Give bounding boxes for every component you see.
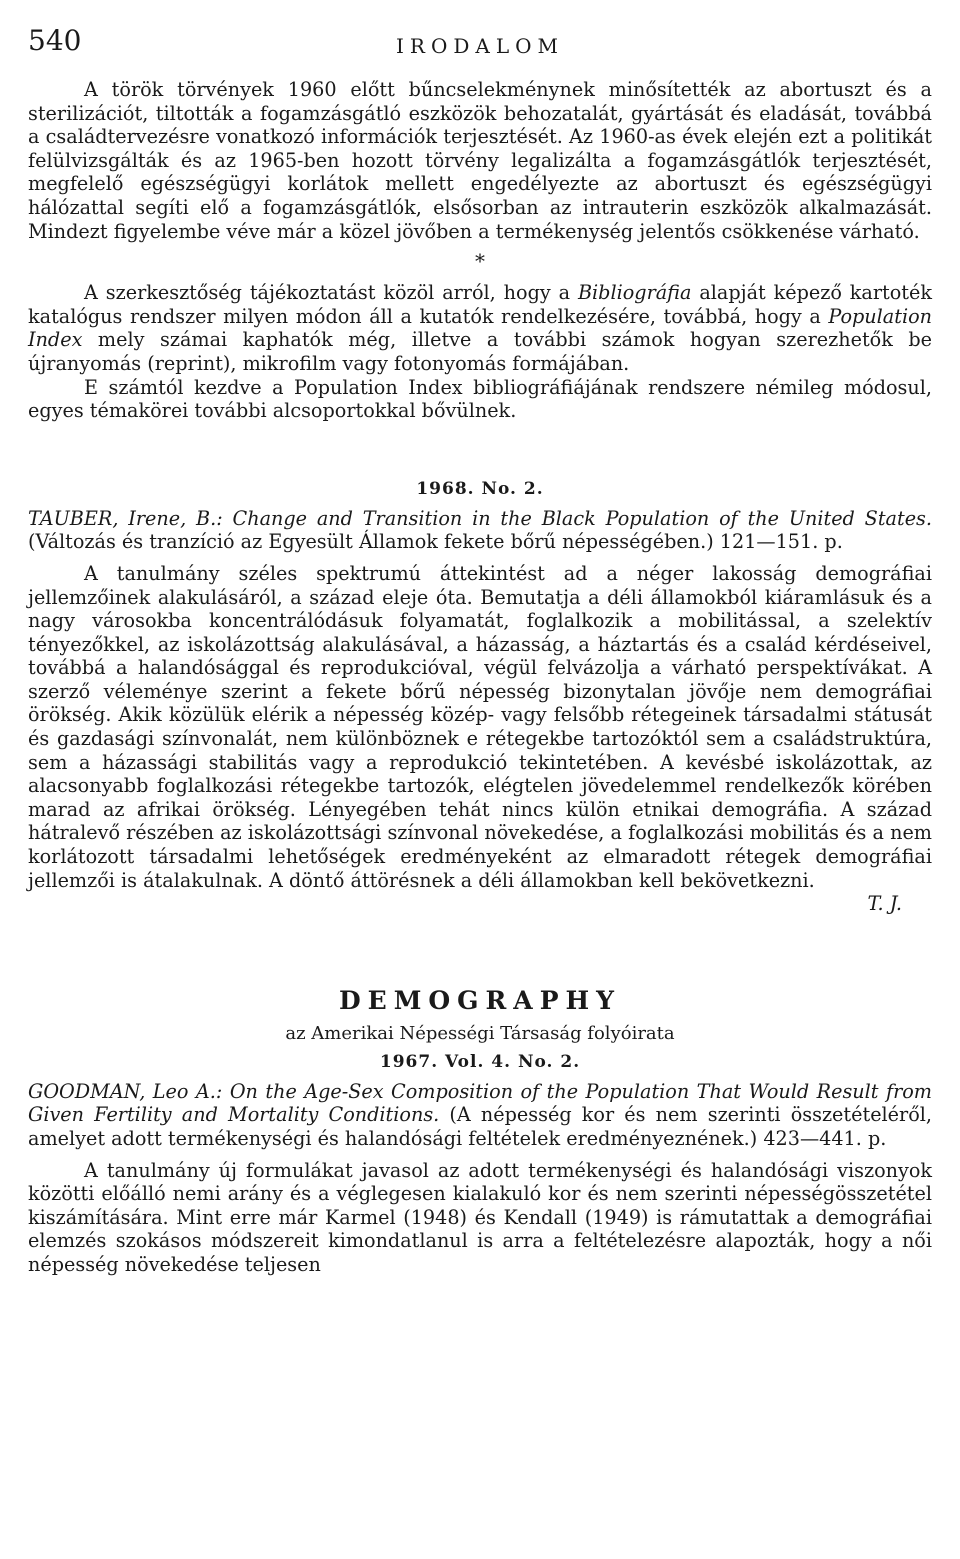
section-title-demography: DEMOGRAPHY <box>339 985 621 1015</box>
notice-italic-bibliografia: Bibliográfia <box>577 281 692 305</box>
paragraph-goodman-review: A tanulmány új formulákat javasol az adott termékenységi és halandósági viszonyok közötti előálló nemi arány és a véglegesen kialakuló kor és nem szerinti népességösszetétel kiszámítására. Mint erre már Karmel (1948) és Kendall (1949) is rámutattak a demográfiai elemzés szokásos módszereit kimondatlanul is arra a feltételezésre alapozták, hogy a női népesség növekedése teljesen <box>28 1158 932 1276</box>
paragraph-tauber-review: A tanulmány széles spektrumú áttekintést ad a néger lakosság demográfiai jellemzőinek alakulásáról, a század eleje óta. Bemutatja a déli államokból kiáramlásuk és a nagy városokba koncentrálódásuk folyamatát, foglalkozik a mobilitással, a szelektív tényezőkkel, az iskolázottság alakulásával, a házasság, a háztartás és a család kérdéseivel, továbbá a halandósággal és reprodukcióval, végül felvázolja a várható perspektívákat. A szerző véleménye szerint a fekete bőrű népesség bizonytalan jövője nem demográfiai örökség. Akik közülük elérik a népesség közép- vagy felsőbb rétegeinek társadalmi státusát és gazdasági színvonalát, nem különböznek e rétegekbe tartozóktól sem a családstruktúra, sem a házassági stabilitás vagy a reprodukció tekintetében. A kevésbé iskolázottak, az alacsonyabb foglalkozási rétegekbe tartozók, elégtelen jövedelemmel rendelkezők körében marad az afrikai örökség. Lényegében tehát nincs külön etnikai demográfia. A század hátralevő részében az iskolázottsági színvonal növekedése, a foglalkozási mobilitás és a nem korlátozott társadalmi lehetőségek eredményeként az elmaradott rétegek demográfiai jellemzői is átalakulnak. A döntő áttörésnek a déli államokban kell bekövetkezni. <box>28 561 932 892</box>
ref1-details: (Változás és tranzíció az Egyesült Államok fekete bőrű népességében.) 121—151. p. <box>28 530 843 554</box>
issue-heading-1967: 1967. Vol. 4. No. 2. <box>379 1051 581 1072</box>
ref1-author: TAUBER, Irene, B.: <box>28 506 223 530</box>
notice-text-1: A szerkesztőség tájékoztatást közöl arról, hogy a <box>84 281 578 305</box>
ref1-title: Change and Transition in the Black Population of the United States. <box>222 506 932 530</box>
ref2-author: GOODMAN, Leo A.: <box>28 1079 223 1103</box>
separator-asterisk: * <box>475 249 485 274</box>
ref2-details: (A népesség kor és nem szerinti összetételéről, amelyet adott termékenységi és halandósági feltételek eredményeznének.) 423—441. p. <box>28 1103 932 1150</box>
notice-italic-population-index: Population Index <box>28 304 932 352</box>
reference-tauber <box>28 507 932 554</box>
issue-heading-1968: 1968. No. 2. <box>416 478 544 499</box>
notice-text-3: mely számai kaphatók még, illetve a további számok hogyan szerezhetők be újranyomás (reprint), mikrofilm vagy fotonyomás formájában. <box>28 328 932 375</box>
ref2-title: On the Age-Sex Composition of the Population That Would Result from Given Fertility and Mortality Conditions. <box>28 1079 933 1127</box>
paragraph-editorial-notice <box>28 281 932 375</box>
page-header <box>28 18 932 78</box>
reviewer-signature: T. J. <box>867 892 902 916</box>
page-number: 540 <box>28 24 82 57</box>
running-head: IRODALOM <box>396 34 564 58</box>
paragraph-turkey-laws: A török törvények 1960 előtt bűncselekménynek minősítették az abortuszt és a sterilizációt, tiltották a fogamzásgátló eszközök behozatalát, gyártását és eladását, továbbá a családtervezésre vonatkozó információk terjesztését. Az 1960-as évek elején ezt a politikát felülvizsgálták és az 1965-ben hozott törvény legalizálta a fogamzásgátlók terjesztését, megfelelő egészségügyi korlátok mellett engedélyezte az abortuszt és egészségügyi hálózattal segíti elő a fogamzásgátlók, elsősorban az intrauterin eszközök alkalmazását. Mindezt figyelembe véve már a közel jövőben a termékenység jelentős csökkenése várható. <box>28 78 932 243</box>
paragraph-index-changes: E számtól kezdve a Population Index bibliográfiájának rendszere némileg módosul, egyes témakörei további alcsoportokkal bővülnek. <box>28 375 932 423</box>
reference-goodman <box>28 1080 932 1151</box>
section-subtitle: az Amerikai Népességi Társaság folyóirata <box>285 1022 675 1044</box>
notice-text-2: alapját képező kartoték katalógus rendszer milyen módon áll a kutatók rendelkezésére, továbbá, hogy a <box>28 281 932 328</box>
